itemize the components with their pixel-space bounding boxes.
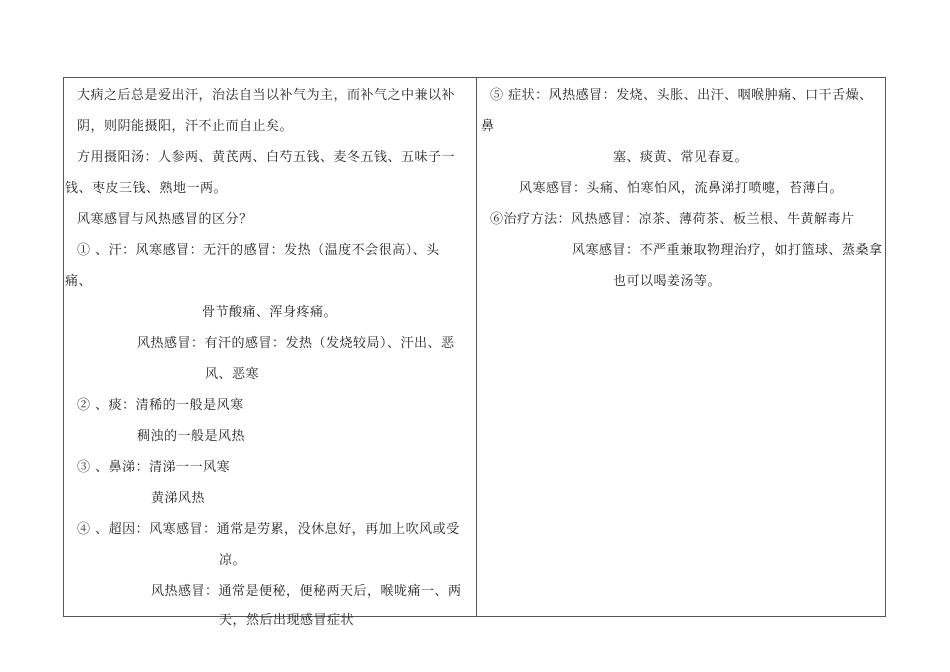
text-line: ⑥治疗方法：风热感冒：凉茶、薄荷茶、板兰根、牛黄解毒片 xyxy=(490,212,855,227)
text-line: 鼻 xyxy=(481,119,495,134)
text-line: ⑤ 症状：风热感冒：发烧、头胀、出汗、咽喉肿痛、口干舌燥、 xyxy=(490,88,873,103)
text-line: ① 、汗：风寒感冒：无汗的感冒：发热（温度不会很高）、头 xyxy=(77,243,440,258)
right-column xyxy=(477,78,887,616)
text-line: 天，然后出现感冒症状 xyxy=(219,613,355,628)
text-line: 风、恶寒 xyxy=(205,367,260,382)
text-line: 风热感冒：有汗的感冒：发热（发烧较局）、汗出、恶 xyxy=(137,336,455,351)
text-line: 风热感冒：通常是便秘，便秘两天后，喉咙痛一、两 xyxy=(151,584,462,599)
left-column xyxy=(64,78,476,628)
text-line: 大病之后总是爱出汗，治法自当以补气为主，而补气之中兼以补 xyxy=(77,88,456,103)
text-line: 黄涕风热 xyxy=(151,491,206,506)
text-line: ④ 、超因：风寒感冒：通常是劳累，没休息好，再加上吹风或受 xyxy=(77,522,460,537)
text-line: 方用摄阳汤：人参两、黄芪两、白芍五钱、麦冬五钱、五味子一 xyxy=(77,150,456,165)
text-line: ② 、痰：清稀的一般是风寒 xyxy=(77,398,244,413)
text-line: 风寒感冒：头痛、怕寒怕风，流鼻涕打喷嚏，苔薄白。 xyxy=(519,181,844,196)
text-line: 稠浊的一般是风热 xyxy=(137,429,246,444)
text-line: 塞、痰黄、常见春夏。 xyxy=(613,150,749,165)
text-line: 风寒感冒：不严重兼取物理治疗，如打篮球、蒸桑拿 xyxy=(572,243,883,258)
text-line: 骨节酸痛、浑身疼痛。 xyxy=(202,305,338,320)
text-line: 也可以喝姜汤等。 xyxy=(613,274,722,289)
text-line: ③ 、鼻涕：清涕一一风寒 xyxy=(77,460,231,475)
text-line: 钱、枣皮三钱、熟地一两。 xyxy=(65,181,228,196)
text-line: 凉。 xyxy=(219,553,247,568)
text-line: 痛、 xyxy=(65,274,93,289)
text-line: 阴，则阴能摄阳，汗不止而自止矣。 xyxy=(77,119,294,134)
text-line: 风寒感冒与风热感冒的区分？ xyxy=(77,212,253,227)
document-table xyxy=(63,77,886,628)
